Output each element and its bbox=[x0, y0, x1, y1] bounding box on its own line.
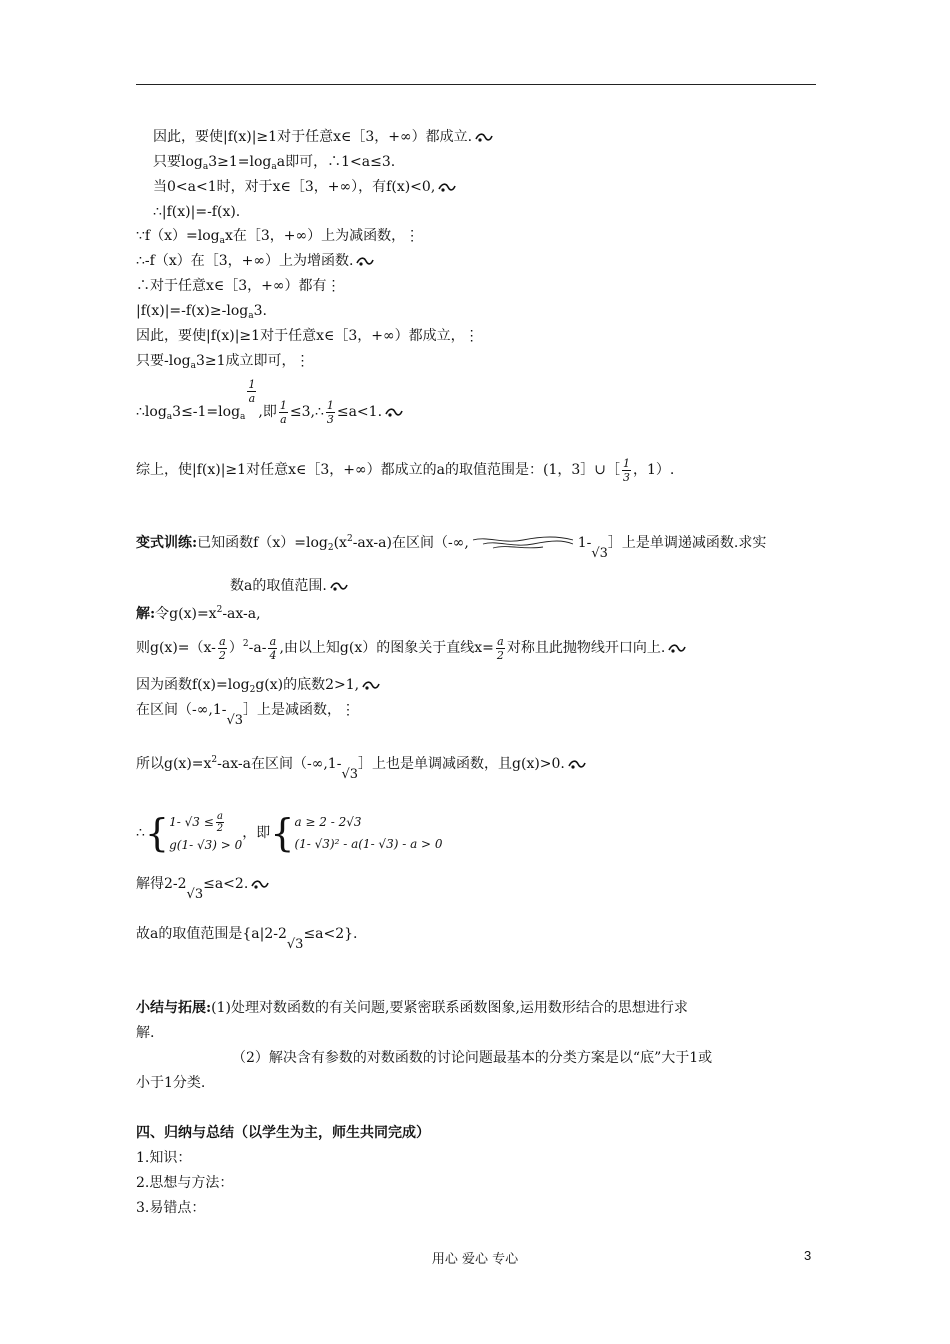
line-2: 只要$\log_a3\ge 1=\log_aa$即可，∴1<a≤3. bbox=[153, 154, 396, 172]
line-6: ∴-f（x）在［3，+∞）上为增函数. bbox=[136, 251, 375, 271]
line-12: 综上，使|f(x)|≥1对任意x∈［3，+∞）都成立的a的取值范围是：(1，3］∪［ $\frac{1}{3}$ ，1）. bbox=[136, 456, 675, 484]
mark-icon bbox=[384, 406, 404, 418]
solution-7: 解得2-2√3≤a<2. bbox=[136, 874, 270, 905]
solution-2: 则g(x)=（x- $\frac{a}{2}$ ）$^2$-a- $\frac{a}{4}$ ,由以上知g(x）的图象关于直线x= $\frac{a}{2}$ 对称且此抛物线开口向上. bbox=[136, 624, 687, 668]
summary-p1: 小结与拓展:(1)处理对数函数的有关问题,要紧密联系函数图象,运用数形结合的思想进行求 bbox=[136, 1000, 688, 1016]
mark-icon bbox=[355, 255, 375, 267]
summary-p2: （2）解决含有参数的对数函数的讨论问题最基本的分类方案是以“底”大于1或 bbox=[232, 1050, 713, 1066]
wavy-underline-icon bbox=[473, 536, 573, 550]
variant-problem: 变式训练:已知函数$f(x)=\log_2(x^2-ax-a)$在区间（-∞, 1-√3］上是单调递减函数.求实 bbox=[136, 534, 767, 561]
summary-label: 小结与拓展: bbox=[136, 1000, 212, 1016]
solution-label: 解: bbox=[136, 606, 156, 622]
variant-cont: 数a的取值范围. bbox=[230, 576, 349, 596]
line-4: ∴|f(x)|=-f(x). bbox=[153, 204, 241, 220]
solution-4: 在区间（-∞,1-√3］上是减函数，⋮ bbox=[136, 702, 356, 728]
footer-motto: 用心 爱心 专心 bbox=[431, 1252, 519, 1267]
summary-p2b: 小于1分类. bbox=[136, 1075, 206, 1091]
section-4-item-3: 3.易错点： bbox=[136, 1200, 206, 1216]
section-4-item-1: 1.知识： bbox=[136, 1150, 192, 1166]
line-9: 因此，要使|f(x)|≥1对于任意x∈［3，+∞）都成立，⋮ bbox=[136, 328, 479, 344]
section-4-item-2: 2.思想与方法： bbox=[136, 1175, 234, 1191]
page-number: 3 bbox=[804, 1248, 812, 1263]
summary-p1b: 解. bbox=[136, 1025, 155, 1041]
mark-icon bbox=[329, 580, 349, 592]
brace: { bbox=[270, 811, 295, 855]
mark-icon bbox=[667, 642, 687, 654]
line-8: $|f(x)|=-f(x)\ge-\log_a3$. bbox=[136, 303, 267, 321]
solution-8: 故a的取值范围是{a|2-2√3≤a<2}. bbox=[136, 926, 358, 952]
solution-6-system: ∴{ 1- √3 ≤ $\frac{a}{2}$ g(1- √3) > 0 ，即{ a ≥ 2 - 2√3 (1- √3)² - a(1- √3) - a > 0 bbox=[136, 810, 443, 855]
header-rule bbox=[136, 84, 816, 85]
solution-1: 解:令$g(x)=x^2-ax-a$, bbox=[136, 605, 261, 622]
mark-icon bbox=[361, 679, 381, 691]
mark-icon bbox=[474, 131, 494, 143]
line-7: ∴对于任意x∈［3，+∞）都有⋮ bbox=[136, 278, 341, 294]
line-5: $\because f(x)=\log_ax$在［3，+∞）上为减函数，⋮ bbox=[136, 228, 420, 246]
mark-icon bbox=[250, 878, 270, 890]
line-10: 只要$-\log_a3\ge 1$成立即可，⋮ bbox=[136, 353, 310, 371]
solution-3: 因为函数$f(x)=\log_2g(x)$的底数2>1, bbox=[136, 675, 381, 700]
variant-label: 变式训练: bbox=[136, 535, 198, 551]
brace: { bbox=[144, 811, 170, 855]
line-3: 当0<a<1时，对于x∈［3，+∞），有f(x)<0, bbox=[153, 177, 457, 197]
section-4-title: 四、归纳与总结（以学生为主，师生共同完成） bbox=[136, 1125, 430, 1141]
mark-icon bbox=[437, 181, 457, 193]
solution-5: 所以$g(x)=x^2-ax-a$在区间（-∞,1-√3］上也是单调减函数，且g(x)>0. bbox=[136, 750, 587, 785]
line-1: 因此，要使|f(x)|≥1对于任意x∈［3，+∞）都成立. bbox=[153, 127, 494, 147]
line-11: $\therefore\log_a3\le-1=\log_a$ $\frac{1}{a}$ ,即 $\frac{1}{a}$ ≤3,∴ $\frac{1}{3}$ ≤a<1. bbox=[136, 378, 404, 442]
mark-icon bbox=[567, 758, 587, 770]
